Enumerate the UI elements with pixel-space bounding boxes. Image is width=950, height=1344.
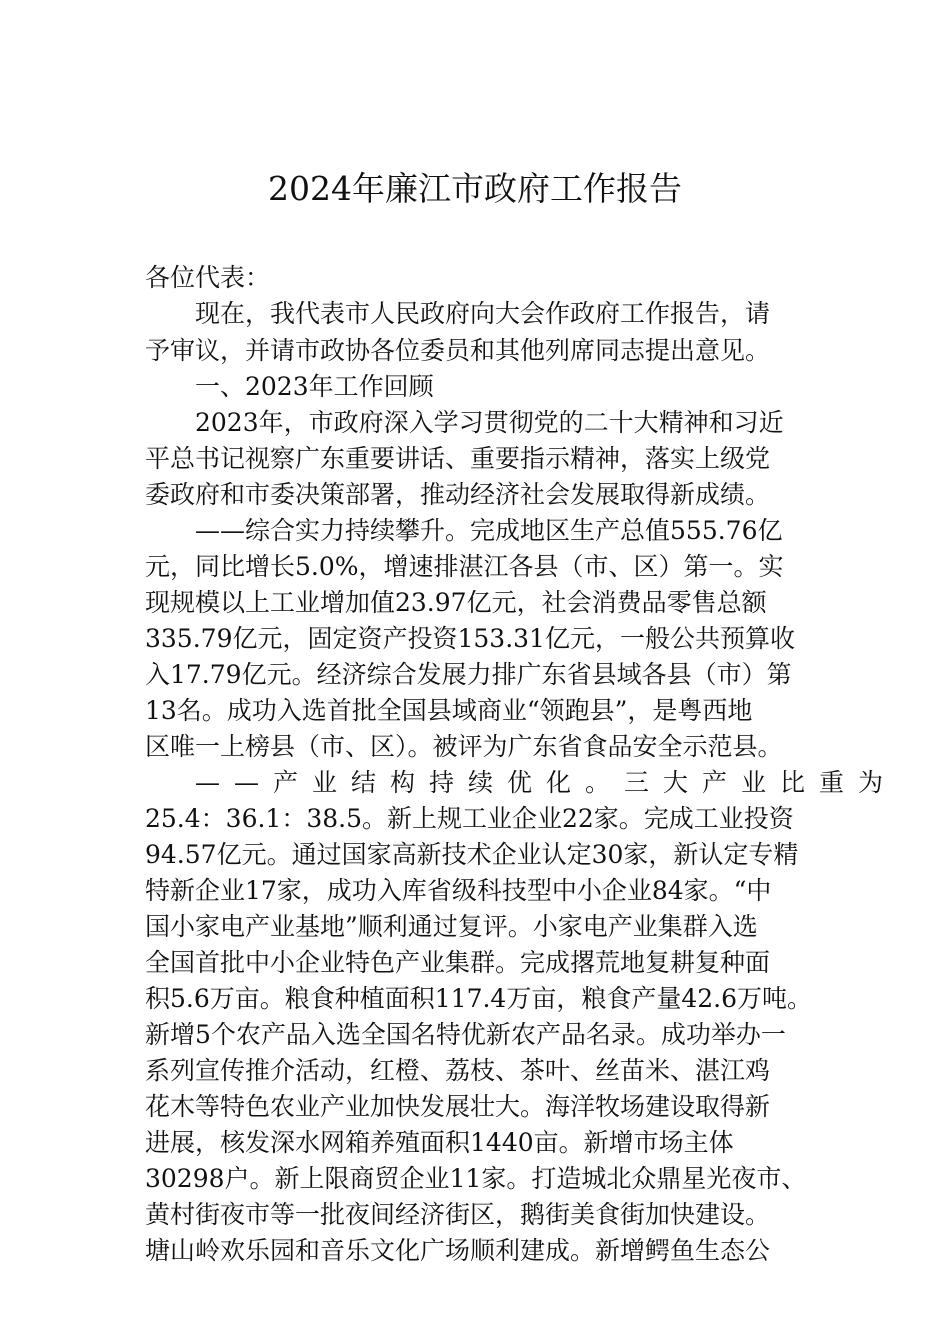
text-line: 入17.79亿元。经济综合发展力排广东省县域各县（市）第: [145, 660, 792, 689]
text-line: 花木等特色农业产业加快发展壮大。海洋牧场建设取得新: [145, 1092, 771, 1121]
text-line: 塘山岭欢乐园和音乐文化广场顺利建成。新增鳄鱼生态公: [145, 1236, 771, 1265]
text-line: 现在，我代表市人民政府向大会作政府工作报告，请: [195, 299, 771, 328]
text-line: 94.57亿元。通过国家高新技术企业认定30家，新认定专精: [145, 840, 799, 869]
text-line: 现规模以上工业增加值23.97亿元，社会消费品零售总额: [145, 588, 767, 617]
text-line: 积5.6万亩。粮食种植面积117.4万亩，粮食产量42.6万吨。: [145, 984, 812, 1013]
text-line: 特新企业17家，成功入库省级科技型中小企业84家。“中: [145, 876, 772, 905]
text-line: 黄村街夜市等一批夜间经济街区，鹅街美食街加快建设。: [145, 1200, 771, 1229]
text-line: 全国首批中小企业特色产业集群。完成撂荒地复耕复种面: [145, 948, 771, 977]
text-line: 25.4：36.1：38.5。新上规工业企业22家。完成工业投资: [145, 804, 794, 833]
text-line: 一、2023年工作回顾: [195, 372, 434, 401]
text-line: 委政府和市委决策部署，推动经济社会发展取得新成绩。: [145, 480, 771, 509]
text-line: 予审议，并请市政协各位委员和其他列席同志提出意见。: [145, 336, 771, 365]
text-line: 国小家电产业基地”顺利通过复评。小家电产业集群入选: [145, 912, 758, 941]
text-line: 2023年，市政府深入学习贯彻党的二十大精神和习近: [195, 408, 784, 437]
document-title: 2024年廉江市政府工作报告: [268, 169, 682, 208]
text-line: 元，同比增长5.0%，增速排湛江各县（市、区）第一。实: [145, 552, 784, 581]
text-line: 系列宣传推介活动，红橙、荔枝、茶叶、丝苗米、湛江鸡: [145, 1056, 771, 1085]
text-line: ——产业结构持续优化。三大产业比重为: [195, 768, 898, 797]
text-line: 各位代表：: [145, 263, 271, 292]
text-line: 335.79亿元，固定资产投资153.31亿元，一般公共预算收: [145, 624, 795, 653]
text-line: ——综合实力持续攀升。完成地区生产总值555.76亿: [195, 516, 783, 545]
text-line: 区唯一上榜县（市、区）。被评为广东省食品安全示范县。: [145, 732, 783, 761]
text-line: 新增5个农产品入选全国名特优新农产品名录。成功举办一: [145, 1020, 786, 1049]
text-line: 13名。成功入选首批全国县域商业“领跑县”，是粤西地: [145, 696, 753, 725]
text-line: 平总书记视察广东重要讲话、重要指示精神，落实上级党: [145, 444, 771, 473]
text-line: 进展，核发深水网箱养殖面积1440亩。新增市场主体: [145, 1128, 734, 1157]
text-line: 30298户。新上限商贸企业11家。打造城北众鼎星光夜市、: [145, 1164, 807, 1193]
